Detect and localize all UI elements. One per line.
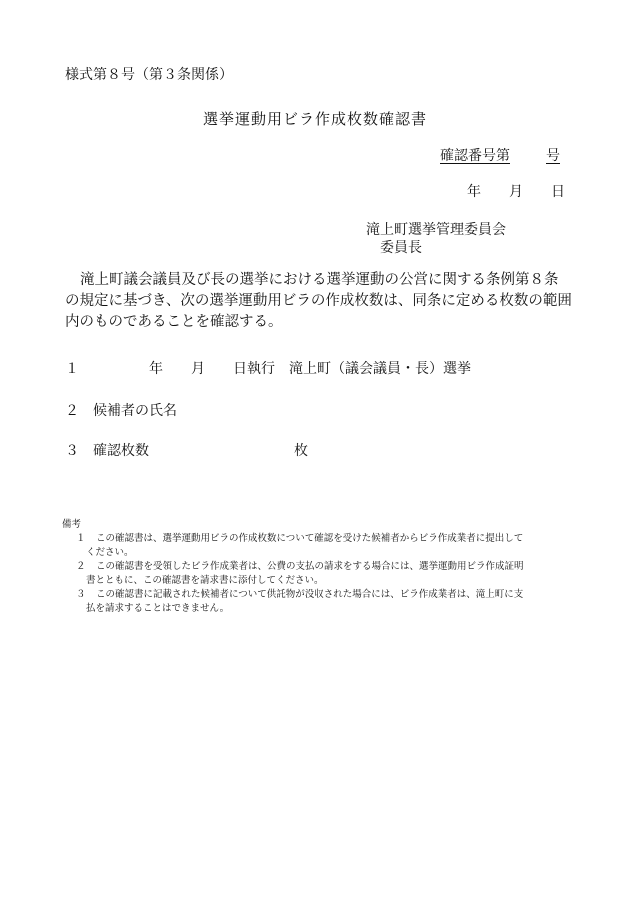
date-day: 日 — [551, 184, 565, 200]
item-1-number: １ — [65, 361, 79, 377]
item-2-number: ２ — [65, 403, 79, 419]
item-3-label: 確認枚数 — [93, 443, 149, 459]
issuer-title: 委員長 — [380, 240, 422, 256]
document-title: 選挙運動用ビラ作成枚数確認書 — [202, 110, 427, 128]
note-1-number: １ — [76, 533, 86, 544]
form-number: 様式第８号（第３条関係） — [65, 67, 233, 83]
item-confirmed-count — [65, 440, 308, 460]
item-candidate-name — [65, 400, 177, 420]
issuer-name: 滝上町選挙管理委員会 — [366, 222, 506, 238]
confirmation-number-suffix: 号 — [546, 148, 560, 164]
notes-section — [62, 518, 577, 616]
item-3-unit: 枚 — [294, 443, 308, 459]
note-3-continuation: 払を請求することはできません。 — [86, 603, 230, 614]
note-item — [62, 588, 577, 616]
item-1-rest: 日執行 滝上町（議会議員・長）選挙 — [233, 361, 471, 377]
body-line-3: 内のものであることを確認する。 — [65, 314, 283, 330]
item-election-date — [65, 358, 471, 378]
body-text — [65, 270, 585, 333]
date-line — [467, 181, 565, 201]
note-1-text: この確認書は、選挙運動用ビラの作成枚数について確認を受けた候補者からビラ作成業者に提出して — [96, 533, 524, 544]
note-2-number: ２ — [76, 561, 86, 572]
body-line-2: の規定に基づき、次の選挙運動用ビラの作成枚数は、同条に定める枚数の範囲 — [65, 293, 572, 309]
note-2-continuation: 書とともに、この確認書を請求書に添付してください。 — [86, 575, 324, 586]
notes-heading: 備考 — [62, 519, 82, 530]
note-1-continuation: ください。 — [86, 547, 134, 558]
note-item — [62, 560, 577, 588]
body-line-1: 滝上町議会議員及び長の選挙における選挙運動の公営に関する条例第８条 — [80, 272, 559, 288]
date-month: 月 — [509, 184, 523, 200]
confirmation-number — [440, 145, 560, 165]
item-1-year: 年 — [149, 361, 163, 377]
note-3-text: この確認書に記載された候補者について供託物が没収された場合には、ビラ作成業者は、滝上町に支 — [96, 589, 524, 600]
item-2-label: 候補者の氏名 — [93, 403, 177, 419]
item-3-number: ３ — [65, 443, 79, 459]
note-2-text: この確認書を受領したビラ作成業者は、公費の支払の請求をする場合には、選挙運動用ビラ作成証明 — [96, 561, 524, 572]
item-1-month: 月 — [191, 361, 205, 377]
confirmation-number-prefix: 確認番号第 — [440, 148, 510, 164]
date-year: 年 — [467, 184, 481, 200]
note-3-number: ３ — [76, 589, 86, 600]
note-item — [62, 532, 577, 560]
